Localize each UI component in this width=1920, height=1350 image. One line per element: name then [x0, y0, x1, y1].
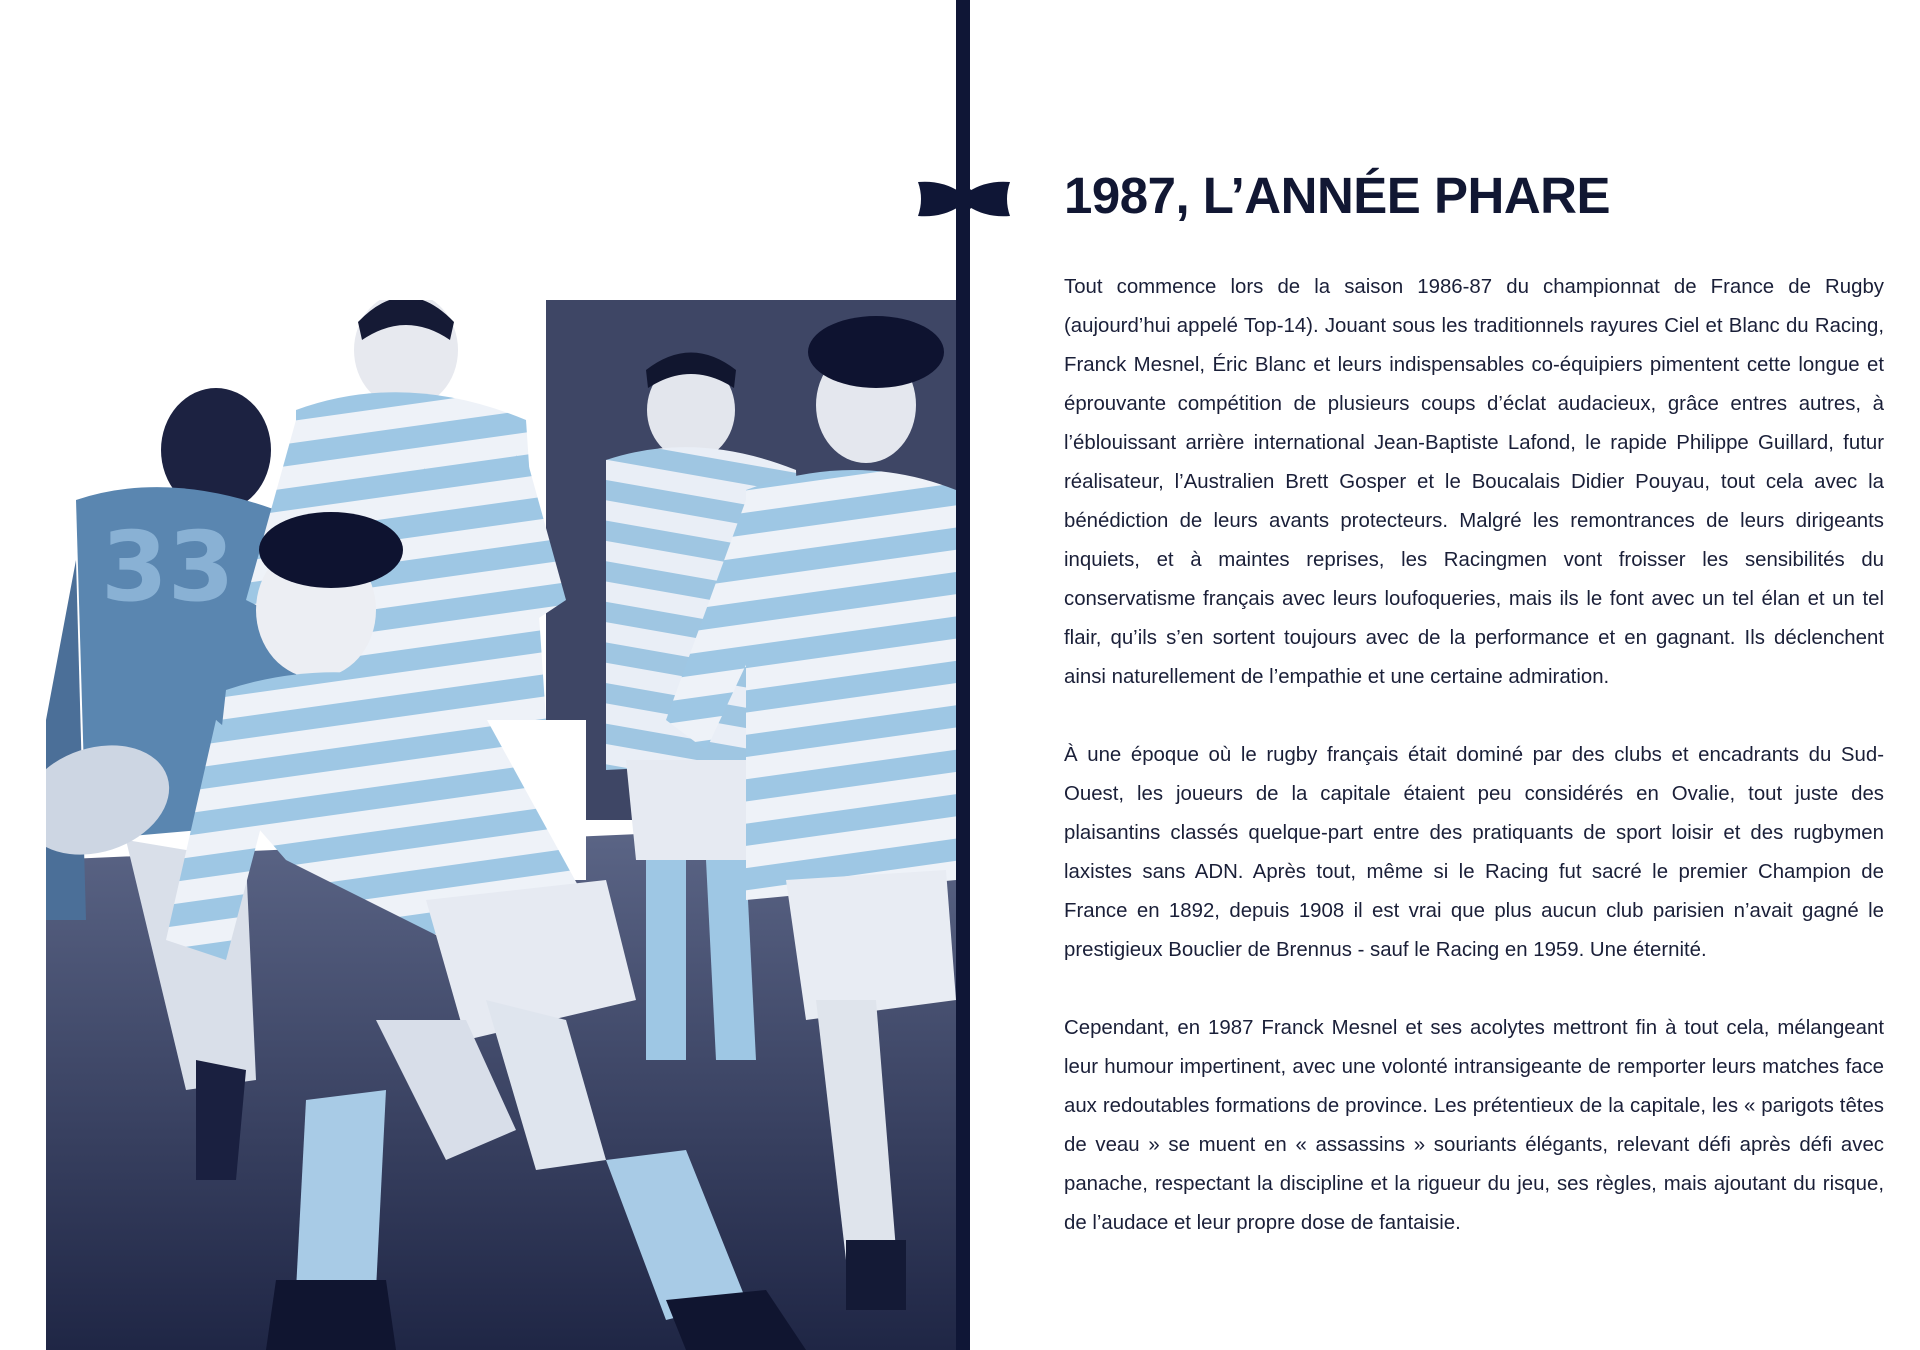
- article-title: 1987, L’ANNÉE PHARE: [1064, 167, 1611, 224]
- article-paragraph: Tout commence lors de la saison 1986-87 du championnat de France de Rugby (aujourd’hui appelé Top-14). Jouant sous les traditionnels rayures Ciel et Blanc du Racing, Franck Mesnel, Éric Blanc et leurs indispensables co-équipiers pimentent cette longue et éprouvante compétition de plusieurs coups d’éclat audacieux, grâce entres autres, à l’éblouissant arrière international Jean-Baptiste Lafond, le rapide Philippe Guillard, futur réalisateur, l’Australien Brett Gosper et le Boucalais Didier Pouyau, tout cela avec la bénédiction de leurs avants protecteurs. Malgré les remontrances de leurs dirigeants inquiets, et à maintes reprises, les Racingmen vont froisser les sensibilités du conservatisme français avec leurs loufoqueries, mais ils le font avec un tel élan et un tel flair, qu’ils s’en sortent toujours avec de la performance et en gagnant. Ils déclenchent ainsi naturellement de l’empathie et une certaine admiration.: [1064, 276, 1884, 688]
- article: [1064, 162, 1884, 1282]
- rugby-team-photo: [46, 300, 956, 1350]
- article-paragraph: À une époque où le rugby français était dominé par des clubs et encadrants du Sud-Ouest, les joueurs de la capitale étaient peu considérés en Ovalie, tout juste des plaisantins classés quelque-part entre des pratiquants de sport loisir et des rugbymen laxistes sans ADN. Après tout, même si le Racing fut sacré le premier Champion de France en 1892, depuis 1908 il est vrai que plus aucun club parisien n’avait gagné le prestigieux Bouclier de Brennus - sauf le Racing en 1959. Une éternité.: [1064, 744, 1884, 961]
- bow-tie-icon: [916, 178, 1012, 220]
- article-paragraph: Cependant, en 1987 Franck Mesnel et ses acolytes mettront fin à tout cela, mélangeant leur humour impertinent, avec une volonté intransigeante de remporter leurs matches face aux redoutables formations de province. Les prétentieux de la capitale, les « parigots têtes de veau » se muent en « assassins » souriants élégants, relevant défi après défi avec panache, respectant la discipline et la rigueur du jeu, ses règles, mais ajoutant du risque, de l’audace et leur propre dose de fantaisie.: [1064, 1017, 1884, 1234]
- jersey-number: 33: [101, 511, 235, 623]
